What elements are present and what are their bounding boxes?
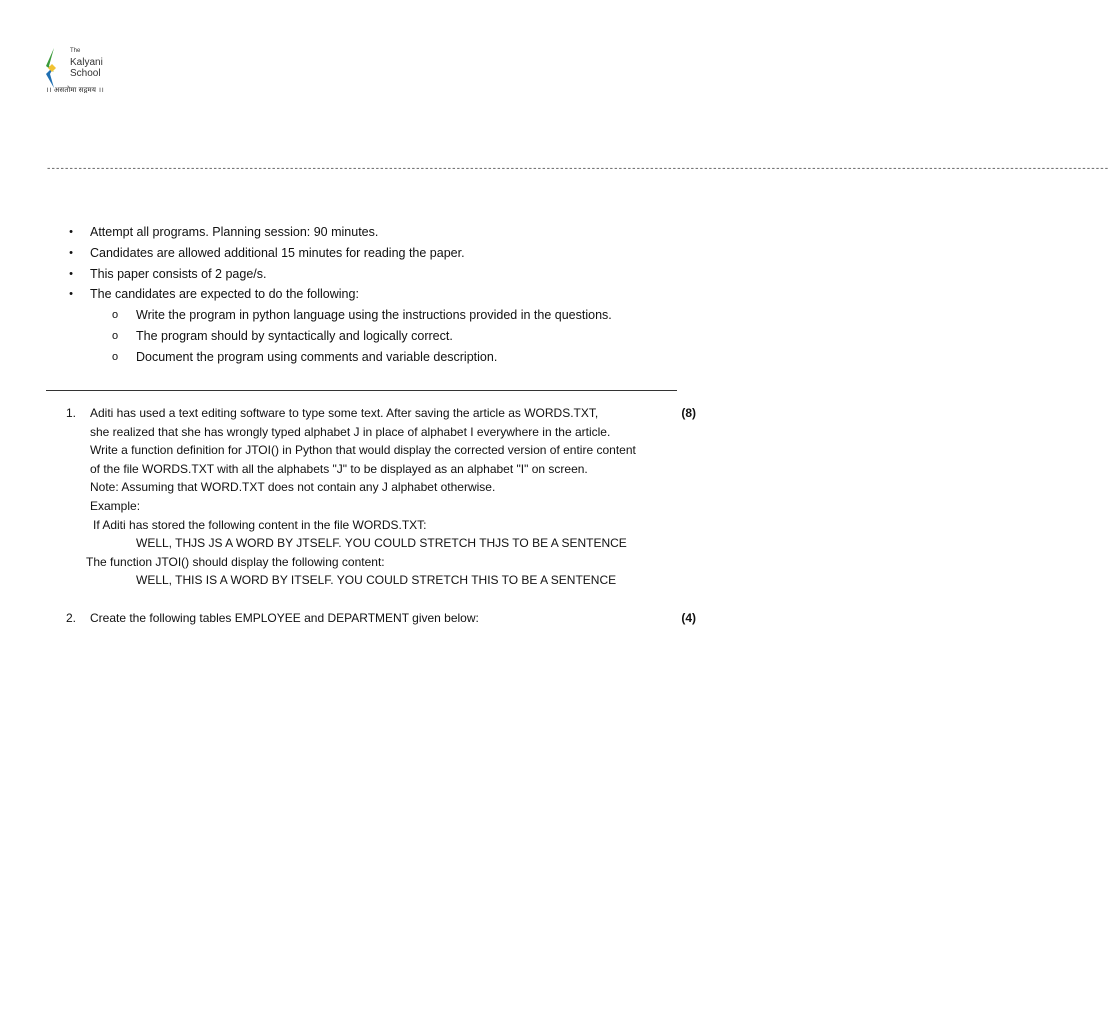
question-text: she realized that she has wrongly typed alphabet J in place of alphabet I everywhere in the article. xyxy=(90,424,611,439)
school-logo xyxy=(42,44,122,98)
question-number: 1. xyxy=(66,406,77,420)
question-line xyxy=(66,423,706,442)
instruction-item xyxy=(66,264,706,285)
instructions-list xyxy=(66,222,706,368)
instruction-subitem xyxy=(66,326,706,347)
question-line xyxy=(66,516,706,535)
solid-divider xyxy=(46,390,677,391)
logo-the-text: The xyxy=(70,48,81,54)
sub-bullet-icon: o xyxy=(112,350,119,363)
instruction-item xyxy=(66,243,706,264)
logo-name-line2: School xyxy=(70,68,101,79)
kalyani-logo-icon xyxy=(42,46,66,90)
instruction-text: Attempt all programs. Planning session: 90 minutes. xyxy=(90,225,379,239)
question-number: 2. xyxy=(66,610,77,625)
question-line xyxy=(66,609,706,628)
question-text: Example: xyxy=(90,498,141,513)
question-marks: (4) xyxy=(681,610,696,625)
question-text: The function JTOI() should display the following content: xyxy=(86,554,385,569)
logo-name-line1: Kalyani xyxy=(70,57,103,68)
question-line xyxy=(66,460,706,479)
instruction-text: This paper consists of 2 page/s. xyxy=(90,266,267,281)
instruction-item xyxy=(66,222,706,243)
question-line xyxy=(66,534,706,553)
sub-bullet-icon: o xyxy=(112,329,119,342)
question-text: If Aditi has stored the following content in the file WORDS.TXT: xyxy=(93,517,427,532)
question-text: Write a function definition for JTOI() in Python that would display the corrected version of entire content xyxy=(90,443,636,458)
instruction-text: Candidates are allowed additional 15 minutes for reading the paper. xyxy=(90,245,465,260)
question-marks: (8) xyxy=(681,406,696,420)
instruction-subtext: Document the program using comments and variable description. xyxy=(136,349,498,364)
instruction-subitem xyxy=(66,305,706,326)
logo-motto: ।। असतोमा सद्गमय ।। xyxy=(46,87,105,94)
dashed-divider: -------------------------------------------------------------------------------------------------------------------------------------------------------------------------------------------------------------------------------------------- xyxy=(46,164,1108,174)
sample-input-text: WELL, THJS JS A WORD BY JTSELF. YOU COULD STRETCH THJS TO BE A SENTENCE xyxy=(136,536,627,551)
question-text: of the file WORDS.TXT with all the alphabets "J" to be displayed as an alphabet "I" on screen. xyxy=(90,461,588,476)
question-text: Create the following tables EMPLOYEE and DEPARTMENT given below: xyxy=(90,610,479,625)
questions-section xyxy=(66,404,706,627)
instruction-subtext: Write the program in python language using the instructions provided in the questions. xyxy=(136,308,612,323)
bullet-icon: • xyxy=(69,226,73,238)
logo-name xyxy=(70,57,103,79)
bullet-icon: • xyxy=(69,246,73,259)
spacer xyxy=(66,590,706,609)
instruction-subitem xyxy=(66,347,706,368)
question-line xyxy=(66,497,706,516)
sub-bullet-icon: o xyxy=(112,309,119,322)
question-text: Note: Assuming that WORD.TXT does not contain any J alphabet otherwise. xyxy=(90,480,496,495)
question-line xyxy=(66,571,706,590)
question-text: Aditi has used a text editing software to type some text. After saving the article as WORDS.TXT, xyxy=(90,406,599,420)
bullet-icon: • xyxy=(69,267,73,280)
question-line xyxy=(66,553,706,572)
instruction-item xyxy=(66,284,706,305)
instruction-subtext: The program should by syntactically and logically correct. xyxy=(136,328,453,343)
instruction-text: The candidates are expected to do the following: xyxy=(90,287,359,302)
question-line xyxy=(66,404,706,423)
question-line xyxy=(66,478,706,497)
question-line xyxy=(66,441,706,460)
sample-output-text: WELL, THIS IS A WORD BY ITSELF. YOU COULD STRETCH THIS TO BE A SENTENCE xyxy=(136,573,617,588)
bullet-icon: • xyxy=(69,288,73,301)
